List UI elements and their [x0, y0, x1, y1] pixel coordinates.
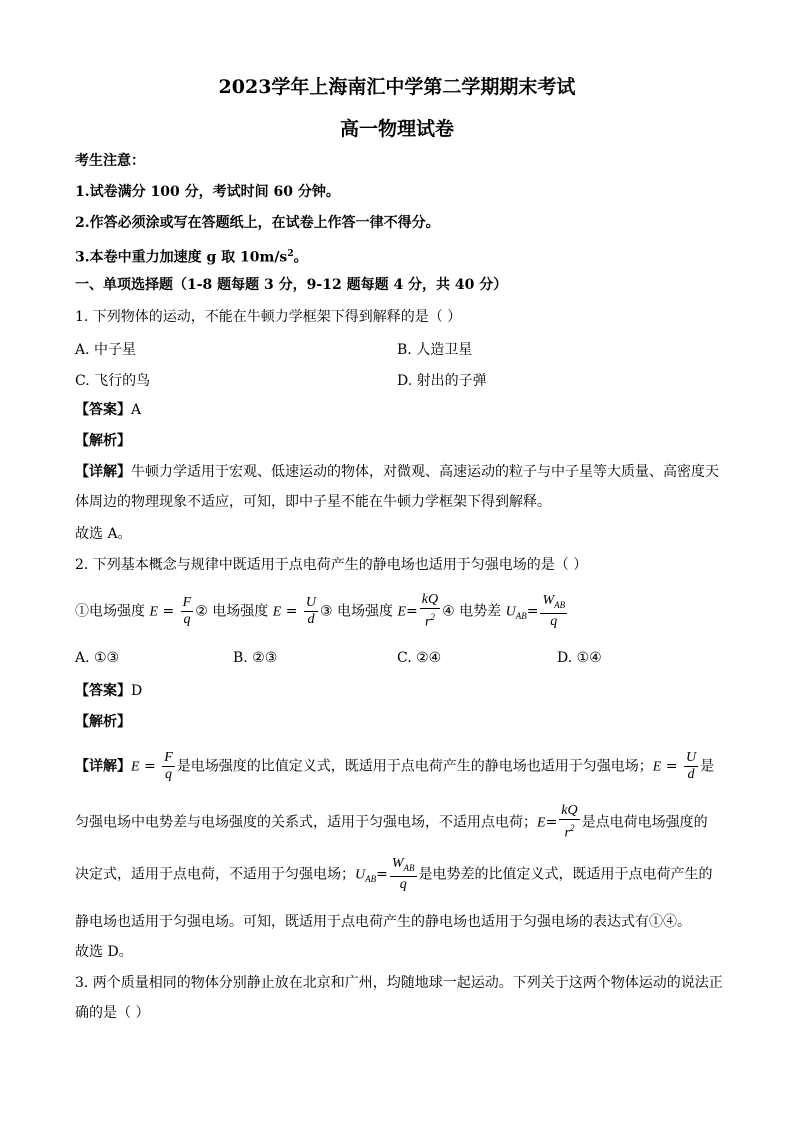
exam-subtitle: 高一物理试卷 [339, 118, 454, 140]
q2-option-b: B. ②③ [233, 650, 278, 666]
q1-analysis-tag: 【解析】 [75, 433, 131, 449]
q1-detail: 【详解】牛顿力学适用于宏观、低速运动的物体，对微观、高速运动的粒子与中子星等大质量、高密度天体周边的物理现象不适应，可知，即中子星不能在牛顿力学框架下得到解释。 [75, 464, 719, 510]
q2-detail-line-2: 匀强电场中电势差与电场强度的关系式，适用于匀强电场，不适用点电荷；E= $\frac{kQ}{r^2}$ 是点电荷电场强度的 [75, 803, 708, 841]
q1-option-d: D. 射出的子弹 [397, 373, 487, 389]
q2-detail-line-1: 【详解】E = $\frac{F}{q}$ 是电场强度的比值定义式，既适用于点电荷产生的静电场也适用于匀强电场；E = $\frac{U}{d}$ 是 [75, 750, 715, 782]
notice-heading: 考生注意： [75, 153, 145, 169]
q1-answer: 【答案】A [75, 402, 142, 418]
q1-conclusion: 故选 A。 [75, 526, 132, 542]
q2-option-d: D. ①④ [557, 650, 602, 666]
q1-option-a: A. 中子星 [75, 342, 137, 358]
q3-stem-line-2: 确的是（ ） [75, 1005, 150, 1021]
section-heading: 一、单项选择题（1-8 题每题 3 分，9-12 题每题 4 分，共 40 分） [75, 277, 508, 293]
q2-stem: 2. 下列基本概念与规律中既适用于点电荷产生的静电场也适用于匀强电场的是（ ） [75, 557, 588, 573]
q2-conclusion: 故选 D。 [75, 944, 133, 960]
q2-option-c: C. ②④ [397, 650, 442, 666]
notice-item-2: 2.作答必须涂或写在答题纸上，在试卷上作答一律不得分。 [75, 215, 440, 231]
q2-answer: 【答案】D [75, 683, 143, 699]
q2-formulas: ①电场强度 E = $\frac{F}{q}$ ② 电场强度 E = $\frac{U}{d}$ ③ 电场强度 E= $\frac{kQ}{r^2}$ ④ 电势差 $U_{AB}=$ $\frac{W_{AB}}{q}$ [75, 592, 566, 630]
notice-item-1: 1.试卷满分 100 分，考试时间 60 分钟。 [75, 184, 340, 200]
q3-stem-line-1: 3. 两个质量相同的物体分别静止放在北京和广州，均随地球一起运动。下列关于这两个物体运动的说法正 [75, 975, 723, 991]
q2-option-a: A. ①③ [75, 650, 120, 666]
q2-detail-line-3: 决定式，适用于点电荷，不适用于匀强电场；$U_{AB}=$ $\frac{W_{AB}}{q}$ 是电势差的比值定义式，既适用于点电荷产生的 [75, 856, 713, 892]
exam-title: 2023学年上海南汇中学第二学期期末考试 [218, 76, 576, 98]
q2-detail-line-4: 静电场也适用于匀强电场。可知，既适用于点电荷产生的静电场也适用于匀强电场的表达式有①④。 [75, 914, 691, 930]
q1-stem: 1. 下列物体的运动，不能在牛顿力学框架下得到解释的是（ ） [75, 309, 462, 325]
q2-analysis-tag: 【解析】 [75, 714, 131, 730]
q1-option-c: C. 飞行的鸟 [75, 373, 151, 389]
q1-option-b: B. 人造卫星 [397, 342, 473, 358]
notice-item-3: 3.本卷中重力加速度 g 取 $10m/s^2$。 [75, 249, 308, 266]
